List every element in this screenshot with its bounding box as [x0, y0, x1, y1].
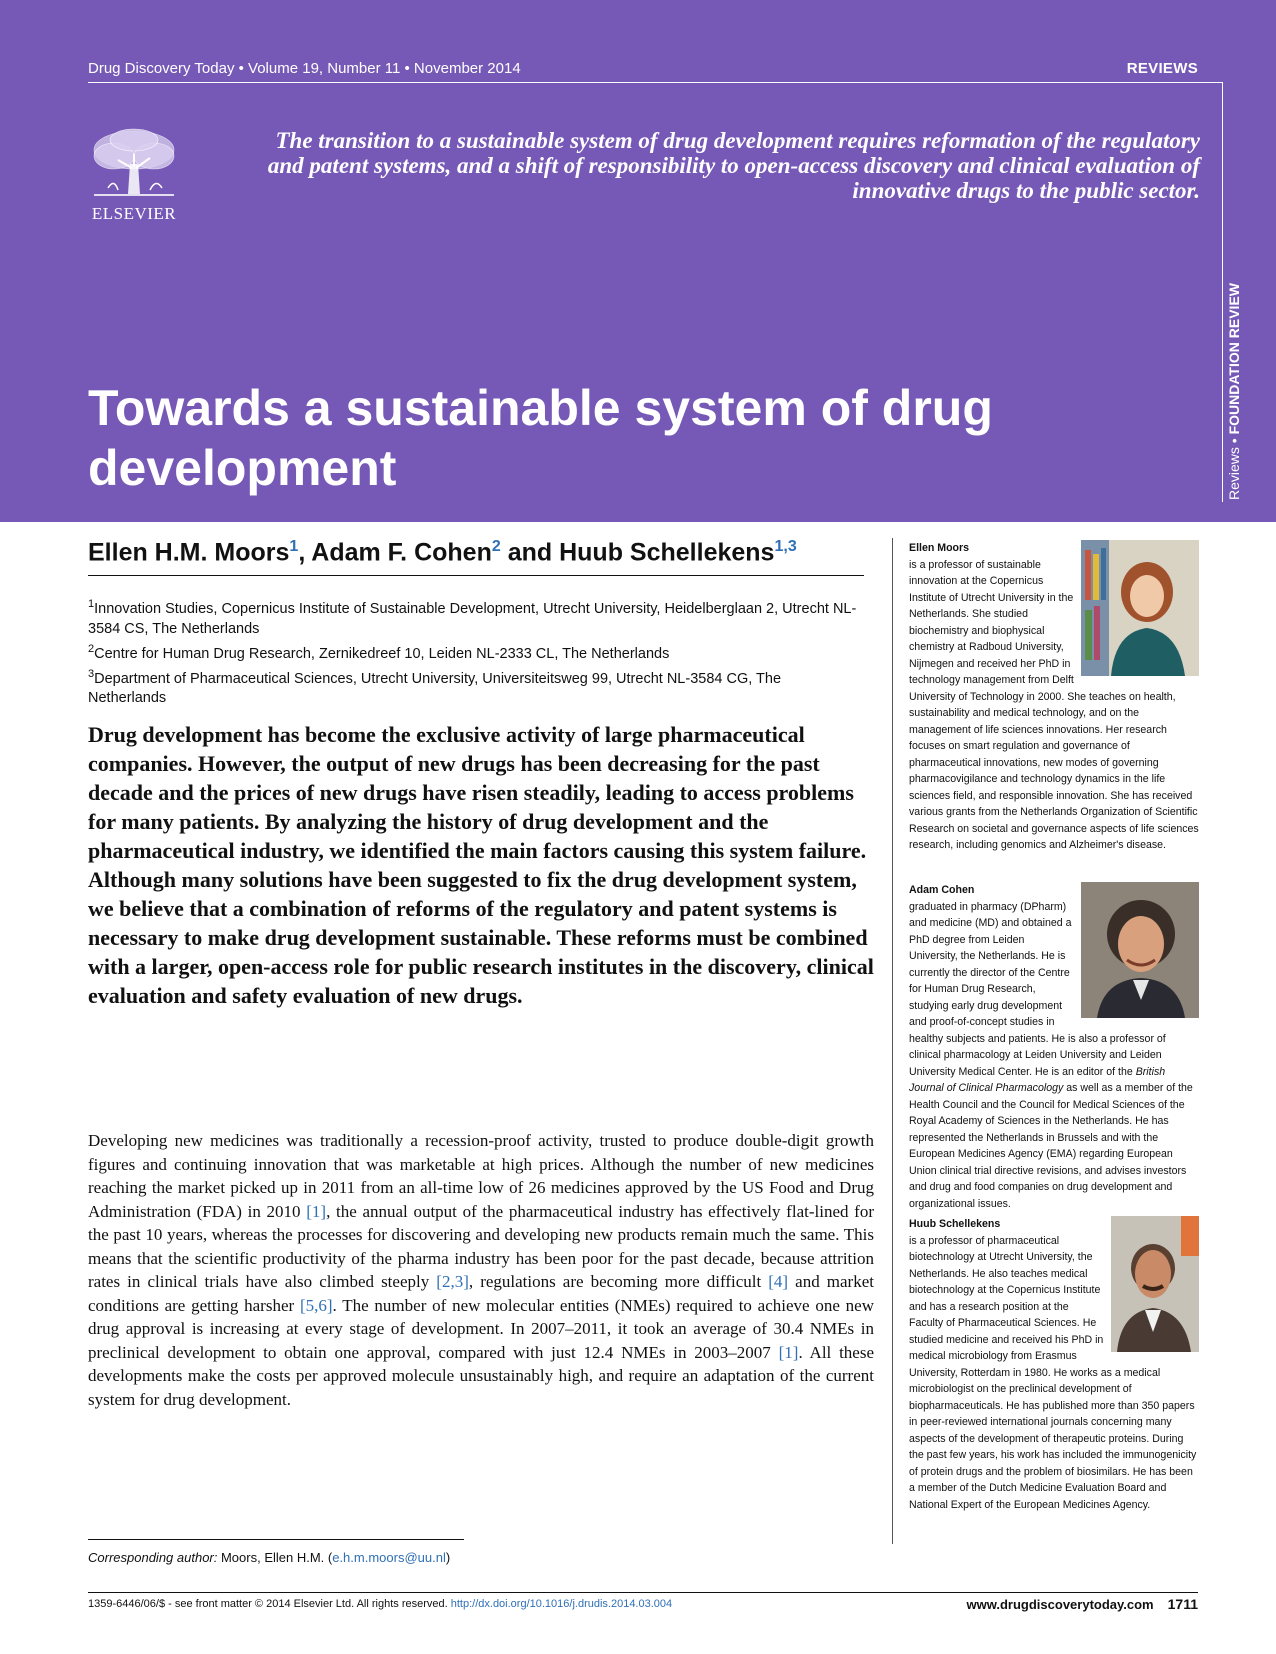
bio-name: Adam Cohen	[909, 884, 975, 896]
publisher-name: ELSEVIER	[91, 204, 177, 223]
author-list	[88, 538, 864, 576]
body-text-run: . All these developments make the costs per approved molecule unsustainably high, and require an adaptation of the current system for drug development.	[88, 1342, 875, 1409]
footnote-name: Moors, Ellen H.M. (	[217, 1550, 333, 1565]
author-photo	[1081, 882, 1199, 1018]
body-text-run: and market conditions are getting harsher	[88, 1272, 874, 1315]
bio-text: as well as a member of the Health Council and the Council for Medical Sciences of the Royal Academy of Sciences in the Netherlands. He has represented the Netherlands in Brussels and with the European Medicines Agency (EMA) regarding European Union clinical trial directive revisions, and advises investors and drug and food companies on drug development and organizational issues.	[909, 1082, 1193, 1210]
footnote-close: )	[445, 1550, 451, 1565]
author-affil-mark[interactable]: 1	[289, 538, 299, 555]
citation-link[interactable]: [5,6]	[299, 1295, 333, 1315]
author-separator: ,	[298, 538, 312, 567]
author-name: Adam F. Cohen	[311, 538, 492, 567]
page-footer	[88, 1598, 1198, 1610]
copyright-line: 1359-6446/06/$ - see front matter © 2014 Elsevier Ltd. All rights reserved.	[88, 1598, 451, 1610]
citation-link[interactable]: [1]	[306, 1201, 327, 1221]
author-photo	[1081, 540, 1199, 676]
bio-name: Ellen Moors	[909, 542, 970, 554]
header-banner	[0, 0, 1276, 522]
affiliation-text: Innovation Studies, Copernicus Institute of Sustainable Development, Utrecht University, Heidelberglaan 2, Utrecht NL-3584 CS, The Netherlands	[88, 600, 857, 637]
column-divider	[892, 538, 893, 1544]
page-number: 1711	[1167, 1596, 1198, 1612]
journal-name: British Journal of Clinical Pharmacology	[909, 1065, 1166, 1094]
bio-huub-schellekens	[909, 1216, 1199, 1513]
doi-link[interactable]: http://dx.doi.org/10.1016/j.drudis.2014.03.004	[450, 1598, 673, 1610]
affiliation-text: Department of Pharmaceutical Sciences, Utrecht University, Universiteitsweg 99, Utrecht NL-3584 CG, The Netherlands	[88, 670, 782, 707]
author-affil-mark[interactable]: 2	[491, 538, 501, 555]
author-affil-mark[interactable]: 1,3	[774, 538, 797, 555]
body-text-run: . The number of new molecular entities (NMEs) required to achieve one new drug approval is increasing at every stage of development. In 2007–2011, it took an average of 30.4 NMEs in preclinical development to obtain one approval, compared with just 12.4 NMEs in 2003–2007	[88, 1295, 875, 1362]
author-photo	[1111, 1216, 1199, 1352]
author-name: Huub Schellekens	[559, 538, 775, 567]
abstract: Drug development has become the exclusive activity of large pharmaceutical companies. However, the output of new drugs has been decreasing for the past decade and the prices of new drugs have risen steadily, leading to access problems for many patients. By analyzing the history of drug development and the pharmaceutical industry, we identified the main factors causing this system failure. Although many solutions have been suggested to fix the drug development system, we believe that a combination of reforms of the regulatory and patent systems is necessary to make drug development sustainable. These reforms must be combined with a larger, open-access role for public research institutes in the discovery, clinical evaluation and safety evaluation of new drugs.	[88, 722, 874, 1008]
citation-link[interactable]: [2,3]	[436, 1272, 469, 1291]
citation-link[interactable]: [4]	[768, 1272, 789, 1291]
body-text-run: , regulations are becoming more difficult	[468, 1272, 769, 1291]
header-rule	[88, 82, 1222, 83]
bio-text: is a professor of pharmaceutical biotechnology at Utrecht University, the Netherlands. He also teaches medical biotechnology at the Copernicus Institute and has a research position at the Faculty of Pharmaceutical Sciences. He studied medicine and received his PhD in medical microbiology from Erasmus University, Rotterdam in 1980. He works as a medical microbiologist on the preclinical development of biopharmaceuticals. He has published more than 350 papers in peer-reviewed international journals concerning many aspects of the development of therapeutic proteins. During the past few years, his work has included the immunogenicity of protein drugs and the problem of biosimilars. He has been a member of the Dutch Medicine Evaluation Board and National Expert of the European Medicines Agency.	[909, 1234, 1197, 1511]
affiliation-text: Centre for Human Drug Research, Zernikedreef 10, Leiden NL-2333 CL, The Netherlands	[94, 645, 670, 662]
bio-adam-cohen	[909, 882, 1199, 1212]
website-link[interactable]: www.drugdiscoverytoday.com	[966, 1597, 1154, 1612]
affiliation-number: 2	[88, 642, 95, 655]
footnote-rule	[88, 1539, 464, 1540]
side-label-main: FOUNDATION REVIEW	[1226, 283, 1242, 435]
author-separator: and	[500, 538, 560, 567]
footer-rule	[88, 1592, 1198, 1593]
body-text-run: Developing new medicines was traditionally a recession-proof activity, trusted to produce double-digit growth figures and continuing innovation that was marketable at high prices. Although the number of new medicines reaching the market picked up in 2011 from an all-time low of 26 medicines approved by the US Food and Drug Administration (FDA) in 2010	[88, 1131, 874, 1221]
citation-link[interactable]: [1]	[778, 1342, 799, 1362]
author-name: Ellen H.M. Moors	[88, 538, 290, 567]
body-paragraph	[88, 1129, 874, 1411]
side-label-prefix: Reviews •	[1226, 434, 1242, 500]
tree-logo-icon	[88, 128, 180, 202]
body-text-run: , the annual output of the pharmaceutical industry has effectively flat-lined for the past 10 years, whereas the processes for discovering and developing new products remain much the same. This means that the scientific productivity of the pharma industry has been poor for the past decade, because attrition rates in clinical trials have also climbed steeply	[88, 1201, 874, 1291]
bio-text: is a professor of sustainable innovation at the Copernicus Institute of Utrecht University in the Netherlands. She studied biochemistry and biophysical chemistry at Radboud University, Nijmegen and received her PhD in technology management from Delft University of Technology in 2000. She teaches on health, sustainability and medical technology, and on the management of life sciences innovations. Her research focuses on smart regulation and governance of pharmaceutical innovations, new modes of governing pharmacovigilance and technology dynamics in the life sciences field, and responsible innovation. She has received various grants from the Netherlands Organization of Scientific Research on societal and governance aspects of life sciences research, including genomics and Alzheimer's disease.	[909, 558, 1199, 851]
article-title: Towards a sustainable system of drug development	[88, 380, 993, 496]
journal-line: Drug Discovery Today • Volume 19, Number 11 • November 2014	[88, 60, 521, 77]
bio-ellen-moors	[909, 540, 1199, 854]
running-header	[88, 60, 1198, 77]
bio-text: graduated in pharmacy (DPharm) and medicine (MD) and obtained a PhD degree from Leiden University, the Netherlands. He is currently the director of the Centre for Human Drug Research, studying early drug development and proof-of-concept studies in healthy subjects and patients. He is also a professor of clinical pharmacology at Leiden University and Leiden University Medical Center. He is an editor of the	[909, 900, 1166, 1078]
section-label: REVIEWS	[1126, 60, 1198, 77]
affiliation-number: 3	[88, 667, 95, 680]
email-link[interactable]: e.h.m.moors@uu.nl	[332, 1550, 446, 1565]
affiliation-item	[88, 664, 858, 709]
affiliations	[88, 594, 858, 708]
elsevier-logo	[88, 128, 180, 226]
affiliation-item	[88, 594, 858, 639]
affiliation-item	[88, 639, 858, 664]
affiliation-number: 1	[88, 598, 95, 610]
corresponding-author	[88, 1550, 450, 1565]
bio-name: Huub Schellekens	[909, 1218, 1001, 1230]
header-side-rule	[1222, 82, 1223, 502]
side-section-label	[1226, 270, 1250, 500]
tagline: The transition to a sustainable system of drug development requires reformation of the regulatory and patent systems, and a shift of responsibility to open-access discovery and clinical evaluation of innovative drugs to the public sector.	[267, 128, 1200, 203]
footnote-label: Corresponding author:	[88, 1550, 218, 1565]
